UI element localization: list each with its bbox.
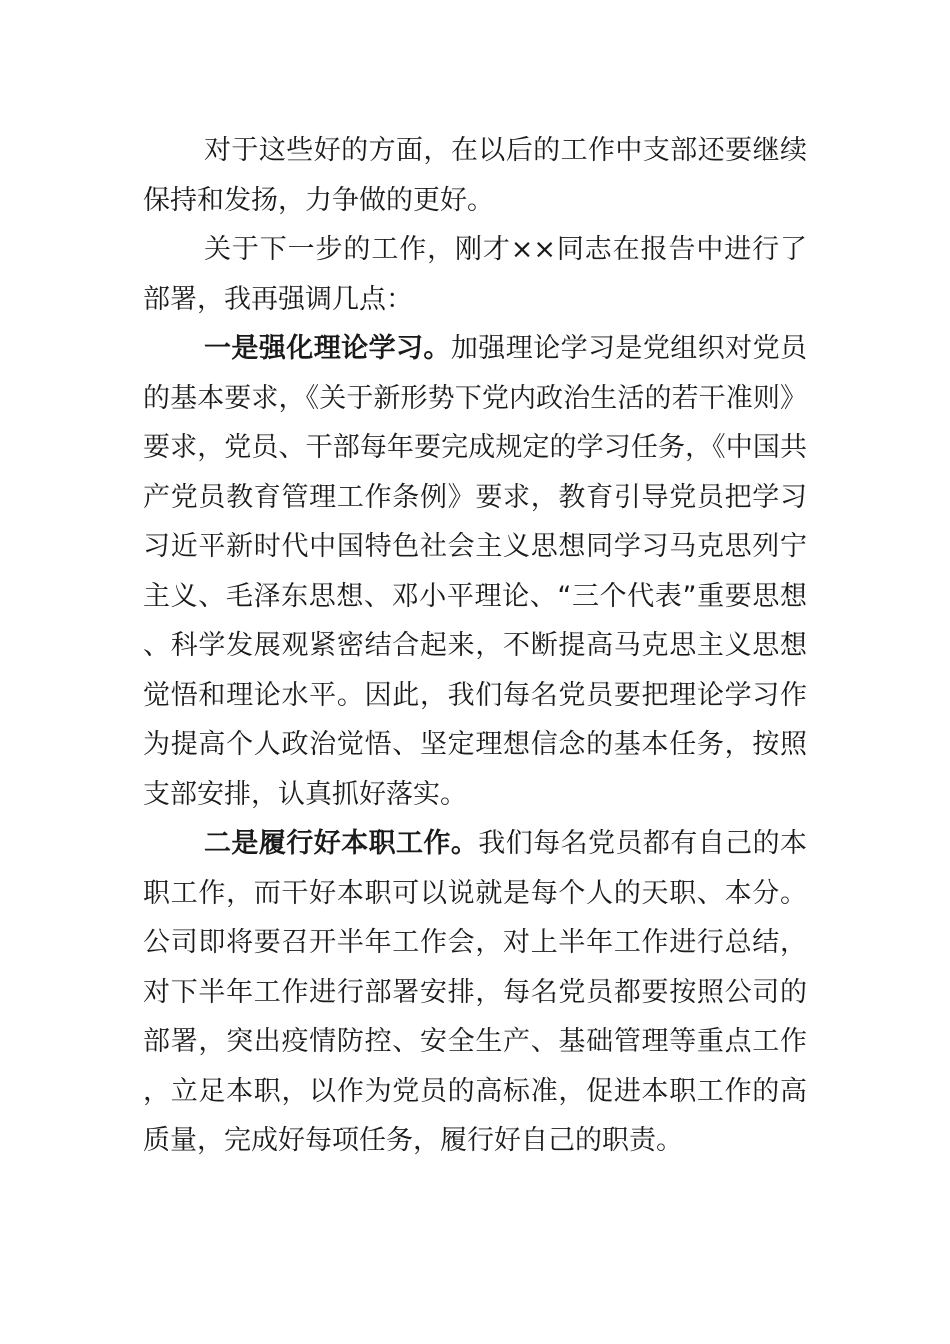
paragraph-text: 关于下一步的工作，刚才××同志在报告中进行了部署，我再强调几点： xyxy=(143,234,807,315)
document-body xyxy=(143,126,807,1166)
paragraph-text: 我们每名党员都有自己的本职工作，而干好本职可以说就是每个人的天职、本分。公司即将要召开半年工作会，对上半年工作进行总结，对下半年工作进行部署安排，每名党员都要按照公司的部署，突出疫情防控、安全生产、基础管理等重点工作，立足本职，以作为党员的高标准，促进本职工作的高质量，完成好每项任务，履行好自己的职责。 xyxy=(143,828,808,1156)
paragraph-lead: 一是强化理论学习。 xyxy=(204,333,451,364)
paragraph-point-two xyxy=(143,819,807,1166)
paragraph-intro xyxy=(143,225,807,324)
paragraph-lead: 二是履行好本职工作。 xyxy=(204,828,479,859)
paragraph-point-one xyxy=(143,324,807,819)
paragraph-text: 加强理论学习是党组织对党员的基本要求，《关于新形势下党内政治生活的若干准则》要求，党员、干部每年要完成规定的学习任务，《中国共产党员教育管理工作条例》要求，教育引导党员把学习习近平新时代中国特色社会主义思想同学习马克思列宁主义、毛泽东思想、邓小平理论、“三个代表”重要思想、科学发展观紧密结合起来，不断提高马克思主义思想觉悟和理论水平。因此，我们每名党员要把理论学习作为提高个人政治觉悟、坚定理想信念的基本任务，按照支部安排，认真抓好落实。 xyxy=(143,333,808,810)
paragraph-continuation xyxy=(143,126,807,225)
paragraph-text: 对于这些好的方面，在以后的工作中支部还要继续保持和发扬，力争做的更好。 xyxy=(143,135,807,216)
